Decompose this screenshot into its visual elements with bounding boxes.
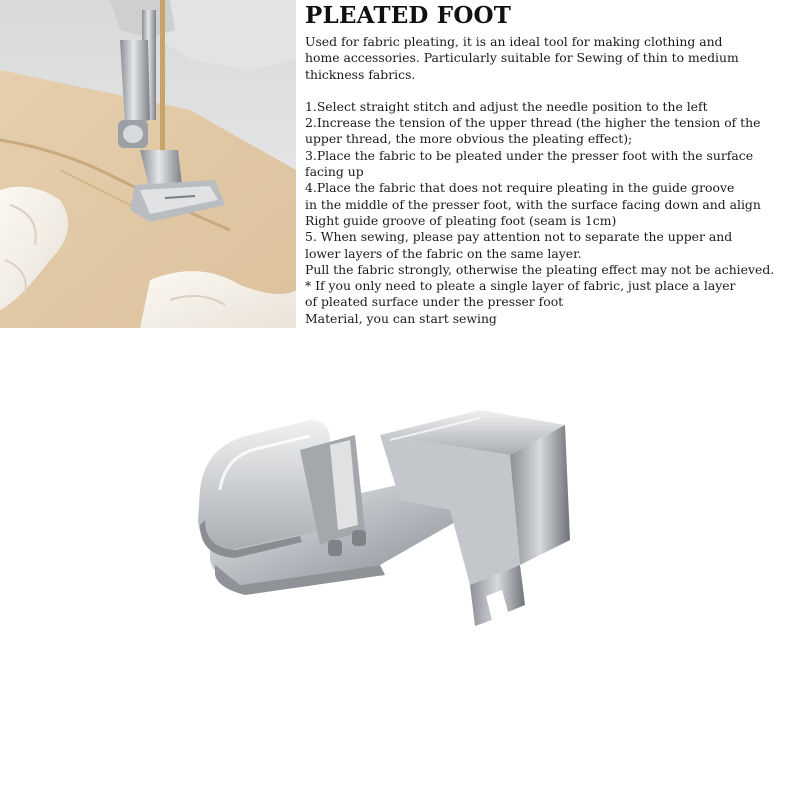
intro-line: home accessories. Particularly suitable for Sewing of thin to medium: [305, 50, 739, 66]
step-line: 2.Increase the tension of the upper thread (the higher the tension of the: [305, 115, 761, 131]
intro-line: thickness fabrics.: [305, 66, 416, 82]
step-line: Material, you can start sewing: [305, 310, 497, 326]
step-line: lower layers of the fabric on the same layer.: [305, 245, 582, 261]
step-line: upper thread, the more obvious the pleating effect);: [305, 131, 633, 147]
sewing-machine-photo: [0, 0, 296, 328]
step-line: 1.Select straight stitch and adjust the needle position to the left: [305, 98, 708, 114]
step-line: Right guide groove of pleating foot (seam is 1cm): [305, 212, 617, 228]
step-line: 3.Place the fabric to be pleated under the presser foot with the surface: [305, 147, 754, 163]
step-line: 4.Place the fabric that does not require pleating in the guide groove: [305, 180, 735, 196]
step-line: of pleated surface under the presser foot: [305, 294, 564, 310]
step-line: facing up: [305, 164, 364, 180]
intro-line: Used for fabric pleating, it is an ideal tool for making clothing and: [305, 34, 723, 49]
page-title: PLEATED FOOT: [305, 2, 512, 29]
step-line: in the middle of the presser foot, with the surface facing down and align: [305, 196, 761, 212]
step-line: * If you only need to pleate a single layer of fabric, just place a layer: [305, 278, 736, 294]
pleated-foot-product-image: [180, 390, 620, 660]
description: [305, 34, 798, 327]
paragraph-gap: [305, 83, 798, 99]
step-line: 5. When sewing, please pay attention not to separate the upper and: [305, 229, 733, 245]
step-line: Pull the fabric strongly, otherwise the pleating effect may not be achieved.: [305, 261, 775, 277]
